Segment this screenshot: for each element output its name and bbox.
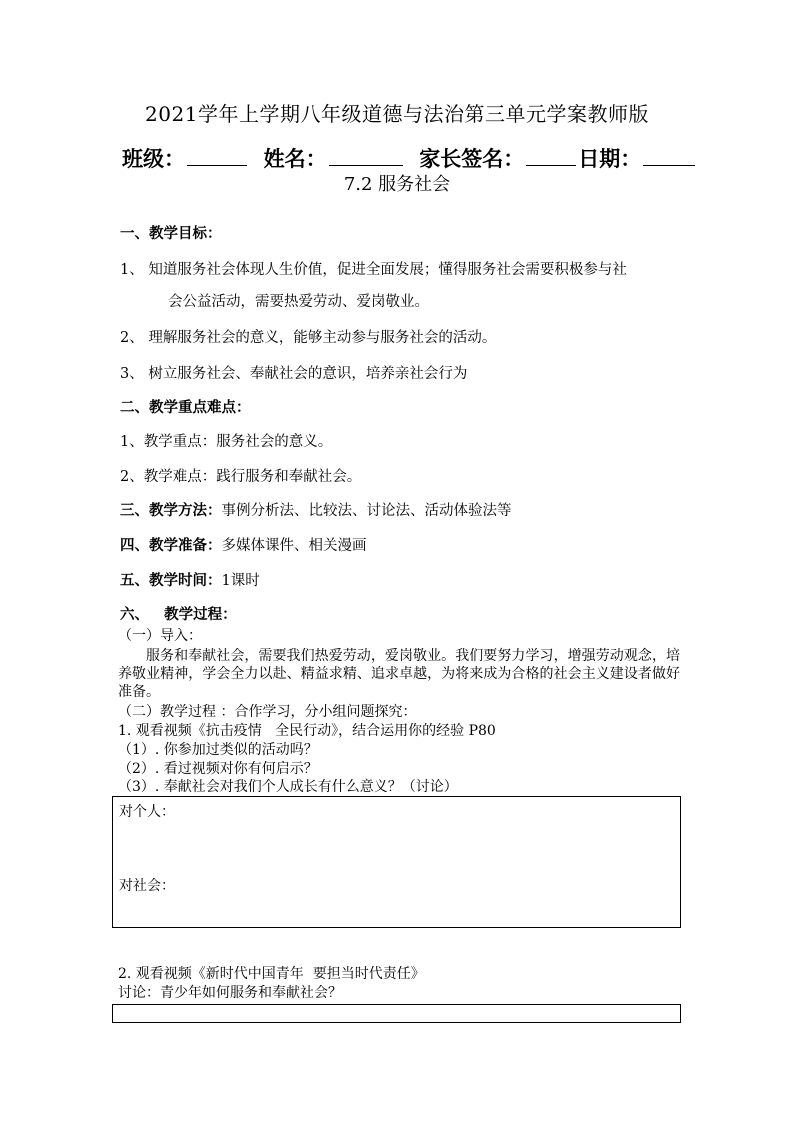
discussion-question: 讨论：青少年如何服务和奉献社会？ [118,985,342,1001]
activity-1: 1. 观看视频《抗击疫情 全民行动》，结合运用你的经验 P80 [118,723,496,739]
question-3: （3）. 奉献社会对我们个人成长有什么意义？（讨论） [118,779,458,795]
process-heading: 六、 教学过程： [120,606,237,623]
intro-heading: （一）导入： [118,628,202,644]
answer-box-2[interactable] [112,1004,681,1023]
teaching-method [120,499,512,520]
answer-box-1[interactable] [112,796,681,928]
name-blank[interactable] [329,145,403,166]
activity-2: 2. 观看视频《新时代中国青年 要担当时代责任》 [118,966,425,982]
question-1: （1）. 你参加过类似的活动吗？ [118,742,318,758]
society-label: 对社会： [119,878,175,894]
personal-label: 对个人： [119,804,175,820]
time-label: 五、教学时间： [120,572,222,589]
parent-signature-blank[interactable] [526,145,576,166]
document-title: 2021学年上学期八年级道德与法治第三单元学案教师版 [145,102,649,126]
name-label: 姓名： [263,146,327,171]
goals-heading: 一、教学目标： [120,225,222,242]
part2-heading: （二）教学过程 ：合作学习，分小组问题探究： [118,704,417,720]
date-blank[interactable] [643,145,695,166]
prep-text: 多媒体课件、相关漫画 [221,538,367,554]
method-label: 三、教学方法： [120,502,222,519]
question-2: （2）. 看过视频对你有何启示？ [118,761,318,777]
key-point-2: 2、教学难点：践行服务和奉献社会。 [120,469,362,485]
method-text: 事例分析法、比较法、讨论法、活动体验法等 [221,503,512,519]
class-blank[interactable] [187,145,247,166]
date-label: 日期： [578,146,642,171]
goal-1-line-2: 会公益活动，需要热爱劳动、爱岗敬业。 [168,294,429,310]
student-info-line [122,143,697,173]
goal-3: 3、 树立服务社会、奉献社会的意识，培养亲社会行为 [120,366,468,382]
goal-2: 2、 理解服务社会的意义，能够主动参与服务社会的活动。 [120,330,497,346]
intro-paragraph: 服务和奉献社会，需要我们热爱劳动，爱岗敬业。我们要努力学习，增强劳动观念，培养敬业精神，学会全力以赴、精益求精、追求卓越，为将来成为合格的社会主义建设者做好准备。 [118,648,680,700]
key-point-1: 1、教学重点：服务社会的意义。 [120,434,333,450]
lesson-subtitle: 7.2 服务社会 [343,174,451,195]
time-text: 1课时 [221,573,260,589]
goal-1-line-1: 1、 知道服务社会体现人生价值，促进全面发展；懂得服务社会需要积极参与社 [120,262,627,278]
prep-label: 四、教学准备： [120,537,222,554]
class-label: 班级： [122,146,185,171]
parent-signature-label: 家长签名： [419,146,525,171]
key-points-heading: 二、教学重点难点： [120,399,251,416]
teaching-preparation [120,534,367,555]
teaching-time [120,569,260,590]
